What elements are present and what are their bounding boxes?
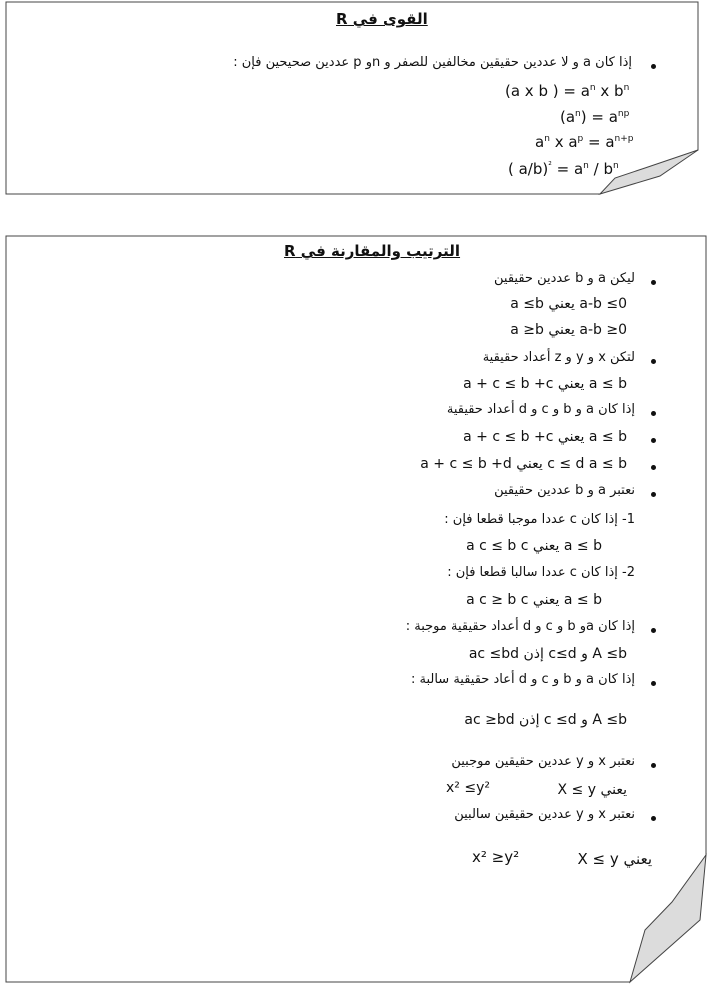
powers-title: القوى في R (336, 10, 428, 28)
line-18: نعتبر x و y عددين حقيقين موجبين (451, 754, 635, 769)
rule-product-power: (a x b ) = $a^n$ x $b^n$ (505, 82, 630, 100)
bullet (651, 280, 656, 285)
bullet (651, 681, 656, 686)
line-19: x² ≤y² (446, 780, 490, 796)
line-13: a c ≥ b c يعني a ≤ b (466, 592, 602, 608)
line-10: 1- إذا كان c عددا موجبا قطعا فإن : (444, 512, 635, 527)
line-2: a ≤b يعني a-b ≤0 (510, 296, 627, 312)
line-5: a + c ≤ b +c يعني a ≤ b (463, 376, 627, 392)
bullet (651, 628, 656, 633)
powers-card (0, 0, 710, 200)
bullet (651, 816, 656, 821)
line-9: نعتبر a و b عددين حقيقين (494, 483, 635, 498)
line-15: ac ≤bd إذن c≤d و A ≤b (468, 646, 627, 662)
powers-intro: إذا كان a و لا عددين حقيقين مخالفين للصفر و nو p عددين صحيحين فإن : (233, 55, 632, 70)
line-1: ليكن a و b عددين حقيقين (494, 271, 635, 286)
bullet (651, 411, 656, 416)
order-card (0, 230, 720, 984)
line-4: لتكن x و y و z أعداد حقيقية (482, 350, 635, 365)
rule-product-same-base: $a^n$ x $a^p = a^{n+p}$ (535, 133, 634, 151)
rule-quotient-power: ( $a/b)^{^2} = a^n / b^n$ (508, 160, 619, 178)
line-11: a c ≤ b c يعني a ≤ b (466, 538, 602, 554)
line-21: نعتبر x و y عددين حقيقين سالبين (454, 807, 635, 822)
line-16: إذا كان a و b و c و d أعاد حقيقية سالبة : (410, 672, 635, 687)
line-12: 2- إذا كان c عددا سالبا قطعا فإن : (447, 565, 635, 580)
line-17: ac ≥bd إذن c ≤d و A ≤b (464, 712, 627, 728)
line-20: يعني X ≤ y (557, 782, 627, 798)
bullet (651, 492, 656, 497)
bullet (651, 64, 656, 69)
rule-power-of-power: $(a^n) = a^{np}$ (560, 108, 630, 126)
line-23: يعني X ≤ y (577, 850, 652, 868)
bullet (651, 438, 656, 443)
line-6: إذا كان a و b و c و d أعداد حقيقية (446, 402, 635, 417)
bullet (651, 465, 656, 470)
line-3: a ≥b يعني a-b ≥0 (510, 322, 627, 338)
order-title: الترتيب والمقارنة في R (284, 242, 461, 260)
line-14: إذا كان aو b و c و d أعداد حقيقية موجبة : (405, 619, 635, 634)
line-8: a + c ≤ b +d يعني c ≤ d a ≤ b (420, 456, 627, 472)
line-7: a + c ≤ b +c يعني a ≤ b (463, 429, 627, 445)
card-frame-2 (0, 230, 720, 984)
bullet (651, 763, 656, 768)
bullet (651, 359, 656, 364)
line-22: x² ≥y² (472, 848, 520, 866)
